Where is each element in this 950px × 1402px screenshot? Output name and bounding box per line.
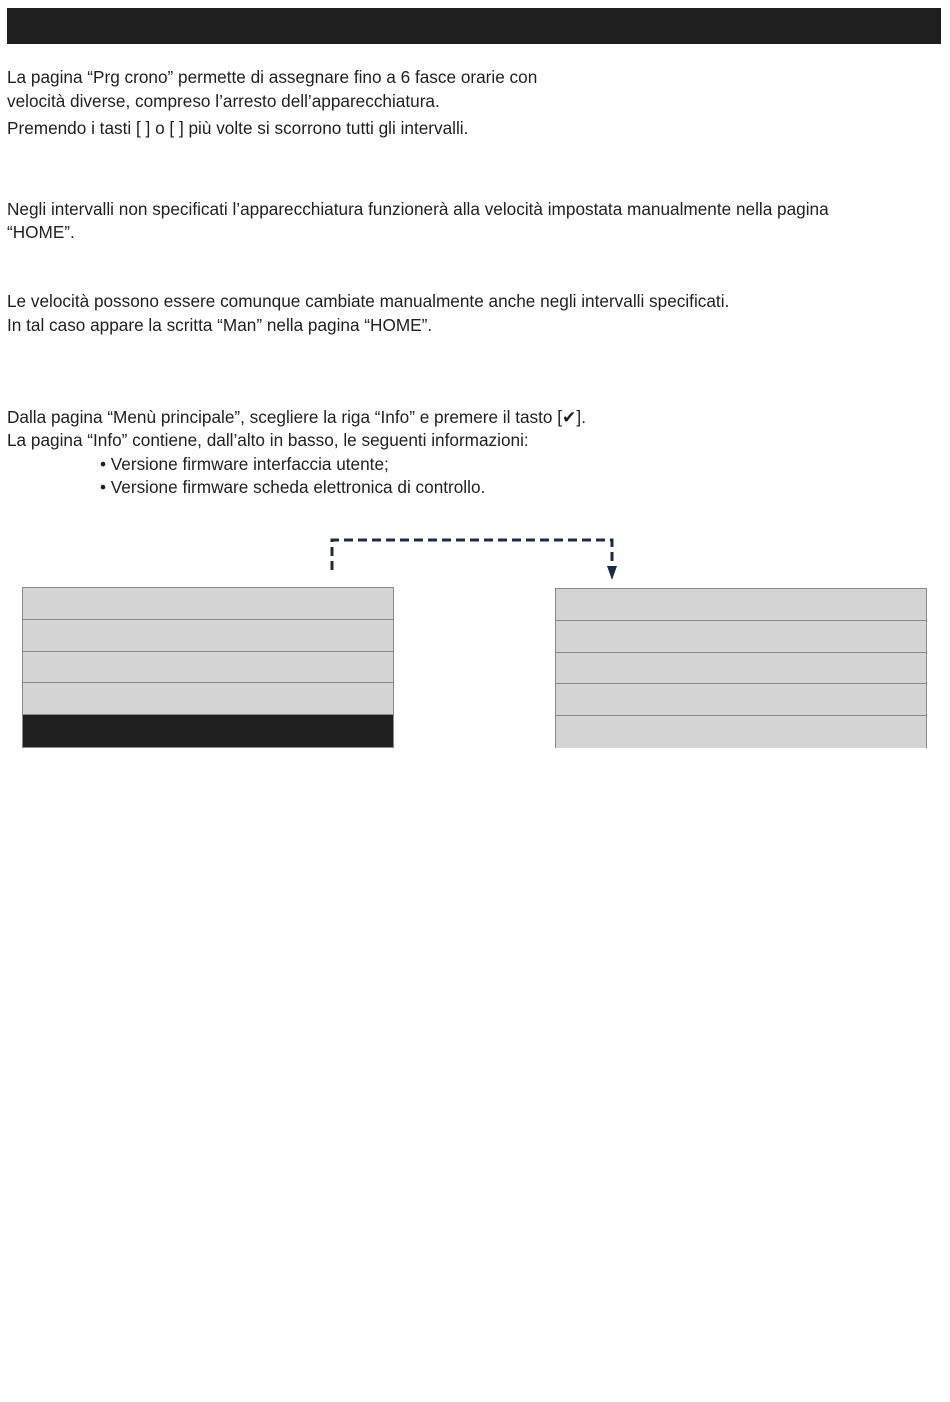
paragraph-manual-speed-line-2: In tal caso appare la scritta “Man” nella pagina “HOME”. — [7, 315, 433, 335]
dashed-connector-line — [332, 540, 612, 570]
main-menu-row[interactable] — [23, 652, 393, 684]
paragraph-info-line-2: La pagina “Info” contiene, dall’alto in basso, le seguenti informazioni: — [7, 430, 529, 450]
info-row — [556, 684, 926, 716]
main-menu-screen — [22, 587, 394, 748]
paragraph-prg-crono-line-3: Premendo i tasti [ ] o [ ] più volte si scorrono tutti gli intervalli. — [7, 118, 469, 138]
paragraph-manual-speed-line-1: Le velocità possono essere comunque cambiate manualmente anche negli intervalli specificati. — [7, 291, 730, 311]
info-screen — [555, 588, 927, 748]
main-menu-row-info-selected[interactable] — [23, 715, 393, 747]
paragraph-info-line-1: Dalla pagina “Menù principale”, scegliere la riga “Info” e premere il tasto [✔]. — [7, 407, 586, 427]
main-menu-row[interactable] — [23, 683, 393, 715]
main-menu-row[interactable] — [23, 620, 393, 652]
navigation-arrow-icon — [320, 530, 630, 586]
info-row — [556, 653, 926, 685]
main-menu-row[interactable] — [23, 588, 393, 620]
section-header-bar — [7, 8, 941, 44]
paragraph-unspecified-intervals-line-1: Negli intervalli non specificati l’apparecchiatura funzionerà alla velocità impostata manualmente nella pagina — [7, 199, 829, 219]
info-row — [556, 716, 926, 748]
bullet-firmware-control-board: • Versione firmware scheda elettronica di controllo. — [100, 477, 486, 497]
paragraph-prg-crono-line-2: velocità diverse, compreso l’arresto dell’apparecchiatura. — [7, 91, 440, 111]
arrow-head-icon — [607, 566, 617, 580]
paragraph-unspecified-intervals-line-2: “HOME”. — [7, 222, 75, 242]
info-row — [556, 589, 926, 621]
info-row — [556, 621, 926, 653]
bullet-firmware-ui: • Versione firmware interfaccia utente; — [100, 454, 389, 474]
paragraph-prg-crono-line-1: La pagina “Prg crono” permette di assegnare fino a 6 fasce orarie con — [7, 67, 538, 87]
